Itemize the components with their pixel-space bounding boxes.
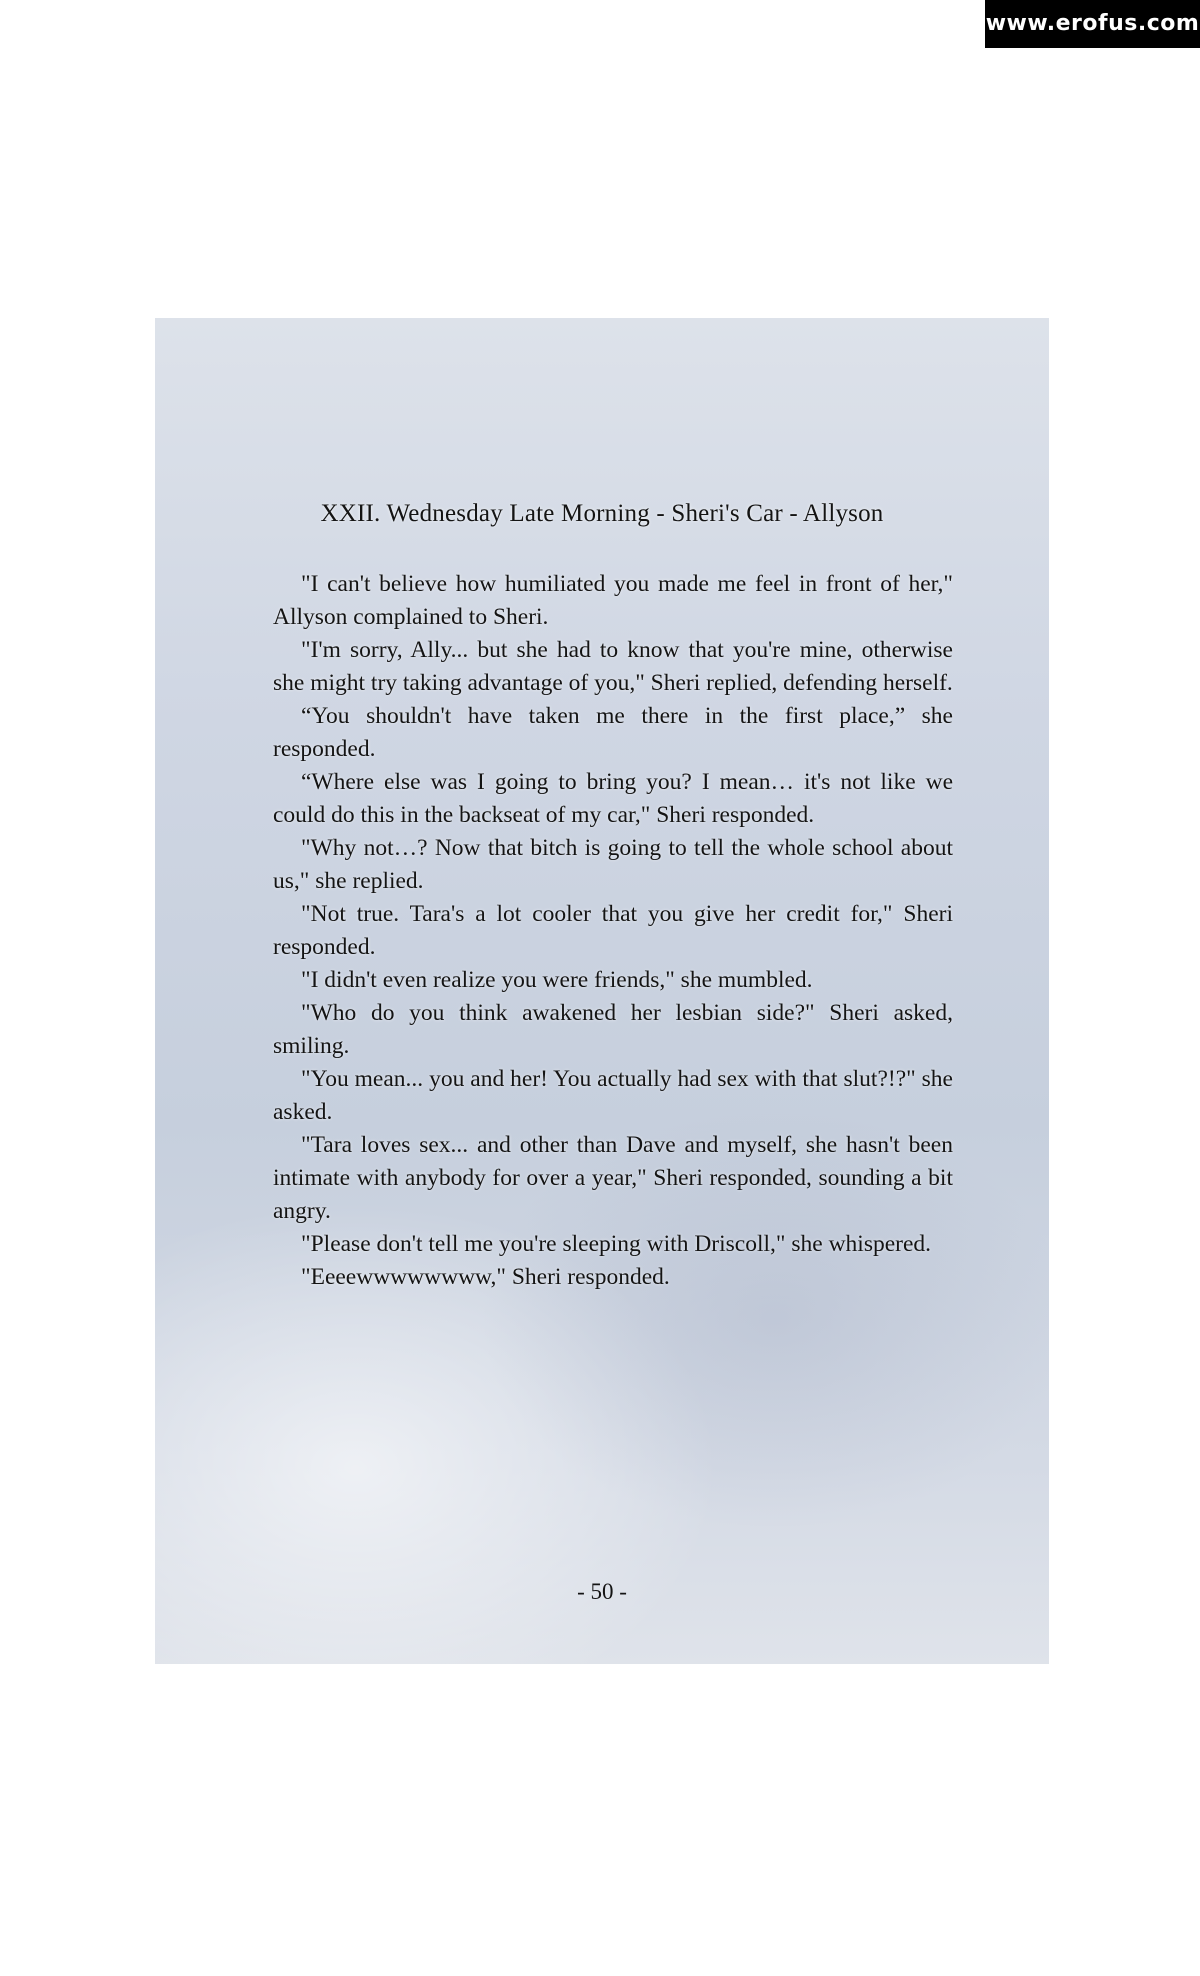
page-number: - 50 - <box>577 1579 627 1604</box>
site-watermark: www.erofus.com <box>985 0 1200 48</box>
paragraph: "Please don't tell me you're sleeping with Driscoll," she whispered. <box>301 1231 932 1257</box>
paragraph: "Eeeewwwwwwww," Sheri responded. <box>301 1264 670 1290</box>
paragraph: “You shouldn't have taken me there in the first place,” she responded. <box>273 703 953 762</box>
paragraph: "I didn't even realize you were friends," she mumbled. <box>301 967 813 993</box>
paragraph: “Where else was I going to bring you? I mean… it's not like we could do this in the backseat of my car," Sheri responded. <box>273 769 953 828</box>
paragraph: "I can't believe how humiliated you made me feel in front of her," Allyson complained to Sheri. <box>273 571 953 630</box>
chapter-title: XXII. Wednesday Late Morning - Sheri's Car - Allyson <box>320 500 884 527</box>
paragraph: "You mean... you and her! You actually had sex with that slut?!?" she asked. <box>273 1066 953 1125</box>
book-page <box>155 318 1049 1664</box>
paragraph: "Why not…? Now that bitch is going to tell the whole school about us," she replied. <box>273 835 953 894</box>
story-body <box>273 568 953 1294</box>
paragraph: "Tara loves sex... and other than Dave and myself, she hasn't been intimate with anybody for over a year," Sheri responded, sounding a bit angry. <box>273 1132 953 1224</box>
paragraph: "Not true. Tara's a lot cooler that you give her credit for," Sheri responded. <box>273 901 953 960</box>
paragraph: "I'm sorry, Ally... but she had to know that you're mine, otherwise she might try taking advantage of you," Sheri replied, defending herself. <box>273 637 953 696</box>
paragraph: "Who do you think awakened her lesbian side?" Sheri asked, smiling. <box>273 1000 953 1059</box>
